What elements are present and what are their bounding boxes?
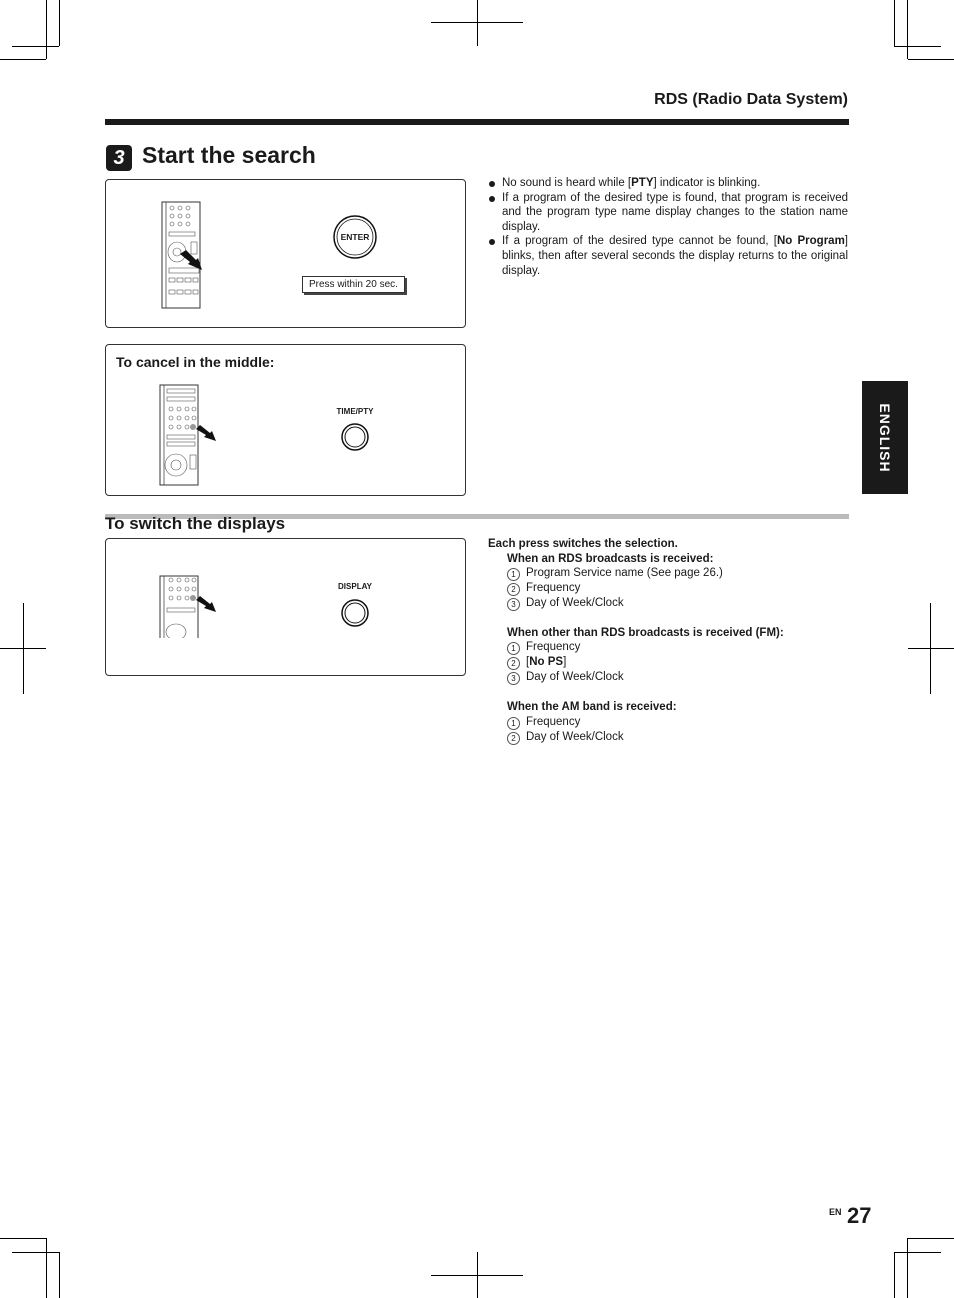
- crop-mark: [477, 1252, 478, 1298]
- item-number-circle: 1: [507, 642, 520, 655]
- switch-info: [488, 537, 848, 745]
- crop-mark: [894, 1252, 895, 1298]
- cancel-illustration: [105, 344, 466, 496]
- text-fragment: Frequency: [526, 715, 581, 728]
- group-heading: When other than RDS broadcasts is received (FM):: [507, 626, 784, 639]
- page-language-code: EN: [829, 1207, 842, 1217]
- crop-mark: [894, 46, 941, 47]
- time-pty-button-label: TIME/PTY: [336, 407, 374, 416]
- display-mode-item: [488, 640, 848, 655]
- text-fragment: ] indicator is blinking.: [653, 177, 761, 189]
- page-number: 27: [847, 1203, 872, 1228]
- display-mode-item: [488, 596, 848, 611]
- spacer: [488, 685, 848, 700]
- start-search-illustration: [105, 179, 466, 328]
- crop-mark: [0, 1238, 46, 1239]
- display-mode-item: [488, 715, 848, 730]
- text-fragment: [: [526, 656, 530, 669]
- crop-mark: [930, 603, 931, 694]
- item-number-circle: 2: [507, 583, 520, 596]
- text-fragment: Frequency: [526, 582, 581, 595]
- crop-mark: [908, 1238, 954, 1239]
- item-number-circle: 3: [507, 672, 520, 685]
- crop-mark: [12, 46, 59, 47]
- display-mode-item: [488, 730, 848, 745]
- text-fragment: Day of Week/Clock: [526, 671, 624, 684]
- text-fragment: Frequency: [526, 641, 581, 654]
- text-fragment: Day of Week/Clock: [526, 730, 624, 743]
- bold-text: No Program: [776, 235, 845, 248]
- spacer: [488, 611, 848, 626]
- group-heading: When an RDS broadcasts is received:: [507, 552, 714, 565]
- language-tab: [862, 381, 908, 494]
- time-pty-button-icon: [340, 422, 370, 452]
- text-fragment: If a program of the desired type is found, that program is received and the program type name display changes to the station name display.: [502, 191, 848, 233]
- display-button-icon: [340, 598, 370, 628]
- bold-text: No PS: [529, 656, 564, 669]
- crop-mark: [46, 1238, 47, 1298]
- crop-mark: [907, 1238, 908, 1298]
- item-number-circle: 1: [507, 717, 520, 730]
- text-fragment: ]: [563, 656, 567, 669]
- crop-mark: [477, 0, 478, 46]
- step-number-badge: 3: [106, 145, 132, 171]
- text-fragment: Day of Week/Clock: [526, 597, 624, 610]
- crop-mark: [908, 59, 954, 60]
- display-mode-item: [488, 581, 848, 596]
- section-title: RDS (Radio Data System): [654, 91, 848, 108]
- item-number-circle: 2: [507, 657, 520, 670]
- crop-mark: [59, 0, 60, 46]
- switch-intro: Each press switches the selection.: [488, 538, 678, 550]
- crop-mark: [907, 0, 908, 59]
- item-number-circle: 1: [507, 568, 520, 581]
- note-item: [488, 176, 848, 191]
- crop-mark: [894, 0, 895, 46]
- crop-mark: [59, 1252, 60, 1298]
- display-mode-item: [488, 566, 848, 581]
- text-fragment: If a program of the desired type cannot be found, [: [502, 235, 777, 248]
- text-fragment: ] blinks, then after several seconds the display returns to the original display.: [502, 235, 848, 277]
- display-button-label: DISPLAY: [338, 582, 372, 591]
- crop-mark: [46, 0, 47, 59]
- remote-control-icon: [158, 383, 218, 487]
- item-number-circle: 3: [507, 598, 520, 611]
- language-tab-label: ENGLISH: [877, 402, 893, 473]
- cancel-title: To cancel in the middle:: [116, 354, 275, 370]
- switch-displays-title: To switch the displays: [105, 514, 286, 533]
- notes-list: [488, 176, 848, 278]
- crop-mark: [23, 603, 24, 694]
- crop-mark: [0, 59, 46, 60]
- press-within-hint: Press within 20 sec.: [302, 276, 405, 293]
- display-mode-item: [488, 670, 848, 685]
- display-mode-item: [488, 655, 848, 670]
- remote-control-icon: [158, 574, 218, 638]
- enter-button-label: ENTER: [340, 232, 370, 242]
- group-heading: When the AM band is received:: [507, 700, 677, 713]
- step-title: Start the search: [142, 142, 316, 168]
- crop-mark: [12, 1252, 59, 1253]
- display-illustration: [105, 538, 466, 676]
- crop-mark: [908, 648, 954, 649]
- text-fragment: Program Service name (See page 26.): [526, 567, 723, 580]
- note-item: [488, 234, 848, 278]
- header-rule: [105, 119, 849, 125]
- item-number-circle: 2: [507, 732, 520, 745]
- crop-mark: [894, 1252, 941, 1253]
- bold-text: PTY: [631, 177, 654, 189]
- note-item: [488, 191, 848, 235]
- remote-control-icon: [158, 200, 206, 310]
- text-fragment: No sound is heard while [: [502, 177, 632, 189]
